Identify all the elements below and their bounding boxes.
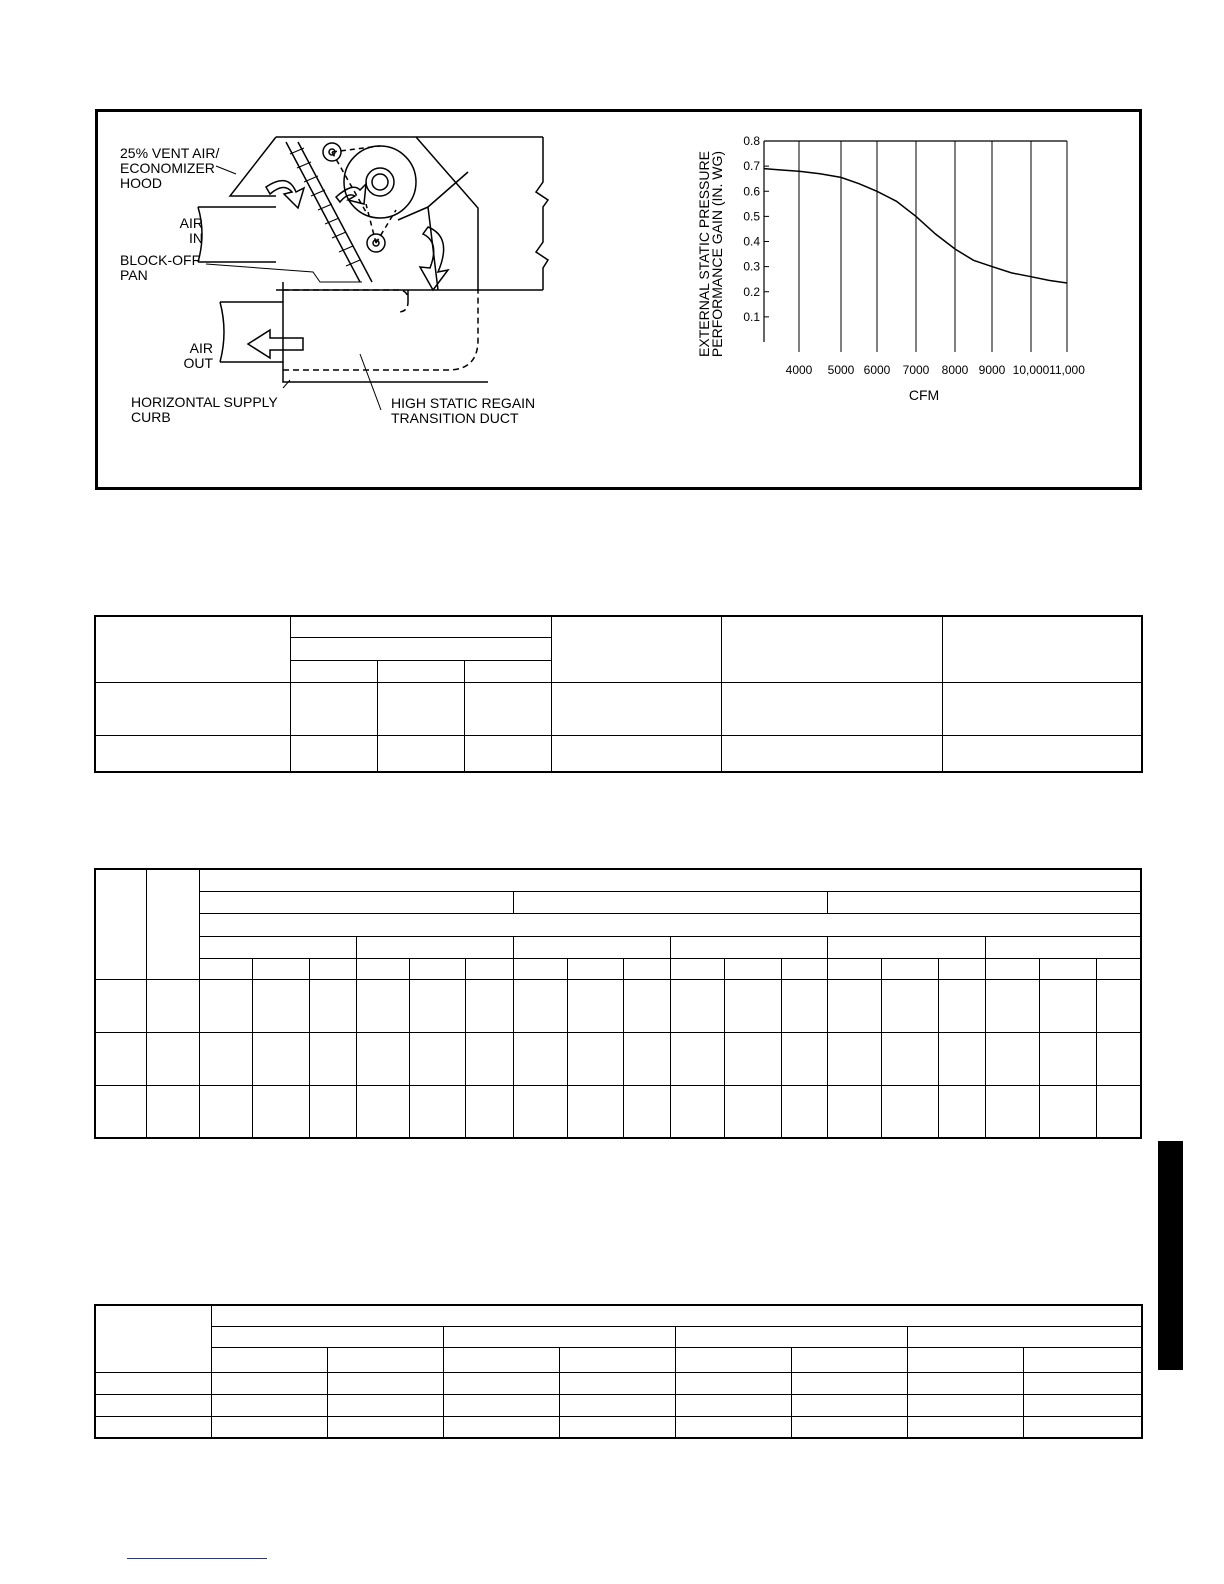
table-cell bbox=[559, 1347, 675, 1372]
air-out-arrow-icon bbox=[248, 330, 303, 358]
table-cell bbox=[724, 958, 781, 979]
table-cell bbox=[95, 979, 146, 1032]
hood-leader bbox=[216, 166, 236, 174]
curb-label-line2: CURB bbox=[131, 409, 171, 425]
table-cell bbox=[724, 1032, 781, 1085]
table-cell bbox=[199, 958, 252, 979]
air-out-duct bbox=[220, 302, 283, 362]
table-cell bbox=[551, 682, 721, 735]
chart-y-tick-label: 0.7 bbox=[743, 159, 760, 174]
chart-x-tick-label: 8000 bbox=[941, 363, 969, 377]
fan-hub bbox=[366, 168, 394, 196]
table-cell bbox=[675, 1394, 791, 1416]
chart-y-label-line1: EXTERNAL STATIC PRESSURE bbox=[696, 151, 712, 357]
table-cell bbox=[211, 1347, 327, 1372]
table-cell bbox=[146, 1085, 199, 1138]
table-cell bbox=[985, 1032, 1039, 1085]
table-cell bbox=[942, 616, 1142, 682]
chart-x-tick-label: 11,000 bbox=[1049, 363, 1085, 377]
table-cell bbox=[252, 958, 309, 979]
table-row bbox=[95, 682, 1142, 735]
hood-shape bbox=[230, 137, 276, 196]
table-cell bbox=[443, 1347, 559, 1372]
table-cell bbox=[513, 979, 567, 1032]
table-cell bbox=[356, 1085, 409, 1138]
table-cell bbox=[409, 979, 465, 1032]
table-cell bbox=[356, 936, 513, 958]
table-cell bbox=[721, 682, 942, 735]
block-off-label-line2: PAN bbox=[120, 267, 148, 283]
table-cell bbox=[356, 958, 409, 979]
table-cell bbox=[670, 936, 827, 958]
table-cell bbox=[513, 958, 567, 979]
table-row bbox=[95, 979, 1141, 1032]
air-in-label-line2: IN bbox=[189, 230, 203, 246]
table-cell bbox=[675, 1326, 907, 1347]
fan-housing bbox=[398, 172, 468, 290]
table-cell bbox=[551, 616, 721, 682]
table-cell bbox=[1039, 958, 1096, 979]
curb-outline bbox=[283, 282, 488, 382]
table-cell bbox=[211, 1326, 443, 1347]
figure-svg bbox=[98, 112, 1139, 487]
table-cell bbox=[724, 1085, 781, 1138]
table-cell bbox=[409, 1085, 465, 1138]
table-cell bbox=[199, 891, 513, 913]
table-cell bbox=[146, 869, 199, 979]
table-cell bbox=[199, 1032, 252, 1085]
table-cell bbox=[327, 1372, 443, 1394]
table-cell bbox=[881, 1085, 938, 1138]
table-cell bbox=[938, 1085, 985, 1138]
table-cell bbox=[211, 1305, 1142, 1326]
damper-blades bbox=[290, 148, 360, 266]
table-cell bbox=[675, 1347, 791, 1372]
table-cell bbox=[623, 1032, 670, 1085]
table-cell bbox=[356, 1032, 409, 1085]
table-cell bbox=[881, 1032, 938, 1085]
table-cell bbox=[942, 735, 1142, 772]
table-cell bbox=[721, 616, 942, 682]
table-row bbox=[95, 1416, 1142, 1438]
table-cell bbox=[199, 869, 1141, 891]
table-cell bbox=[670, 958, 724, 979]
table-cell bbox=[827, 891, 1141, 913]
air-out-label-line1: AIR bbox=[189, 340, 213, 356]
figure-panel bbox=[95, 109, 1142, 490]
table-cell bbox=[377, 735, 464, 772]
table-cell bbox=[356, 979, 409, 1032]
table-cell bbox=[464, 660, 551, 682]
chart-gridlines bbox=[799, 141, 1067, 352]
table-cell bbox=[465, 1085, 513, 1138]
table-cell bbox=[95, 1032, 146, 1085]
table-1 bbox=[94, 615, 1143, 773]
air-in-duct bbox=[198, 207, 276, 262]
chart-x-tick-label: 5000 bbox=[827, 363, 855, 377]
hood-label-line1: 25% VENT AIR/ bbox=[120, 145, 220, 161]
table-cell bbox=[791, 1347, 907, 1372]
table-cell bbox=[827, 958, 881, 979]
table-cell bbox=[791, 1416, 907, 1438]
table-cell bbox=[199, 979, 252, 1032]
chart-y-label bbox=[696, 151, 725, 357]
curb-label-line1: HORIZONTAL SUPPLY bbox=[131, 394, 278, 410]
table-cell bbox=[290, 637, 551, 660]
unit-outline bbox=[276, 137, 478, 290]
table-cell bbox=[95, 682, 290, 735]
chart-y-tick-label: 0.4 bbox=[743, 234, 760, 249]
table-cell bbox=[199, 913, 1141, 936]
table-cell bbox=[377, 682, 464, 735]
table-cell bbox=[623, 979, 670, 1032]
table-cell bbox=[95, 1085, 146, 1138]
chart-y-tick-label: 0.5 bbox=[743, 209, 760, 224]
table-cell bbox=[781, 1032, 827, 1085]
air-in-arrow-icon bbox=[266, 181, 304, 208]
table-cell bbox=[211, 1394, 327, 1416]
table-cell bbox=[513, 1085, 567, 1138]
table-cell bbox=[377, 660, 464, 682]
table-cell bbox=[985, 958, 1039, 979]
table-cell bbox=[1039, 979, 1096, 1032]
table-row bbox=[95, 1394, 1142, 1416]
table-cell bbox=[1023, 1347, 1142, 1372]
table-cell bbox=[252, 1032, 309, 1085]
table-cell bbox=[567, 958, 623, 979]
economizer-diagram bbox=[198, 137, 548, 410]
table-cell bbox=[1039, 1032, 1096, 1085]
table-cell bbox=[199, 936, 356, 958]
table-cell bbox=[827, 979, 881, 1032]
table-cell bbox=[513, 1032, 567, 1085]
table-cell bbox=[670, 1085, 724, 1138]
curb-leader bbox=[283, 380, 290, 388]
section-tab-marker bbox=[1158, 1141, 1183, 1370]
fan-wheel bbox=[344, 146, 416, 218]
table-cell bbox=[907, 1372, 1023, 1394]
table-cell bbox=[309, 1085, 356, 1138]
table-cell bbox=[327, 1416, 443, 1438]
table-cell bbox=[409, 958, 465, 979]
table-cell bbox=[443, 1326, 675, 1347]
table-cell bbox=[327, 1347, 443, 1372]
block-off-pan-leader bbox=[206, 264, 362, 282]
table-cell bbox=[309, 958, 356, 979]
chart-x-tick-label: 6000 bbox=[863, 363, 891, 377]
table-cell bbox=[827, 936, 985, 958]
table-cell bbox=[95, 616, 290, 682]
table-cell bbox=[290, 616, 551, 637]
table-cell bbox=[1096, 979, 1141, 1032]
transition-duct bbox=[283, 290, 478, 370]
table-3 bbox=[94, 1304, 1143, 1439]
table-cell bbox=[985, 936, 1141, 958]
table-cell bbox=[409, 1032, 465, 1085]
table-cell bbox=[199, 1085, 252, 1138]
table-cell bbox=[907, 1326, 1142, 1347]
chart-x-tick-label: 7000 bbox=[902, 363, 930, 377]
table-cell bbox=[95, 869, 146, 979]
table-cell bbox=[290, 682, 377, 735]
table-cell bbox=[290, 735, 377, 772]
chart-y-tick-label: 0.8 bbox=[743, 134, 760, 148]
table-cell bbox=[791, 1394, 907, 1416]
duct-label-line1: HIGH STATIC REGAIN bbox=[391, 395, 536, 411]
table-cell bbox=[781, 979, 827, 1032]
table-cell bbox=[211, 1416, 327, 1438]
hood-label-line3: HOOD bbox=[120, 175, 162, 191]
table-cell bbox=[881, 979, 938, 1032]
footer-rule bbox=[127, 1558, 267, 1559]
table-cell bbox=[146, 979, 199, 1032]
table-cell bbox=[559, 1394, 675, 1416]
table-row bbox=[95, 735, 1142, 772]
table-cell bbox=[464, 682, 551, 735]
table-cell bbox=[513, 936, 670, 958]
table-cell bbox=[781, 1085, 827, 1138]
table-cell bbox=[1096, 1085, 1141, 1138]
table-cell bbox=[623, 958, 670, 979]
table-row bbox=[95, 1032, 1141, 1085]
table-cell bbox=[252, 979, 309, 1032]
table-cell bbox=[309, 1032, 356, 1085]
table-cell bbox=[146, 1032, 199, 1085]
table-cell bbox=[985, 1085, 1039, 1138]
table-cell bbox=[465, 1032, 513, 1085]
table-cell bbox=[907, 1416, 1023, 1438]
table-cell bbox=[675, 1416, 791, 1438]
table-cell bbox=[721, 735, 942, 772]
table-cell bbox=[938, 1032, 985, 1085]
air-in-label-line1: AIR bbox=[179, 215, 203, 231]
table-cell bbox=[881, 958, 938, 979]
table-cell bbox=[907, 1347, 1023, 1372]
chart-x-tick-label: 9000 bbox=[978, 363, 1006, 377]
table-cell bbox=[670, 1032, 724, 1085]
table-row bbox=[95, 1085, 1141, 1138]
table-cell bbox=[1023, 1394, 1142, 1416]
performance-chart bbox=[696, 134, 1085, 403]
chart-y-tick-label: 0.1 bbox=[743, 309, 760, 324]
chart-y-ticks bbox=[743, 134, 769, 324]
table-cell bbox=[1096, 1032, 1141, 1085]
table-cell bbox=[1039, 1085, 1096, 1138]
table-cell bbox=[791, 1372, 907, 1394]
table-cell bbox=[95, 1372, 211, 1394]
table-cell bbox=[327, 1394, 443, 1416]
duct-label-line2: TRANSITION DUCT bbox=[391, 410, 519, 426]
hood-label-line2: ECONOMIZER bbox=[120, 160, 215, 176]
table-cell bbox=[907, 1394, 1023, 1416]
chart-x-label: CFM bbox=[908, 387, 940, 403]
air-out-label-line2: OUT bbox=[183, 355, 213, 371]
table-cell bbox=[827, 1032, 881, 1085]
table-cell bbox=[290, 660, 377, 682]
table-cell bbox=[465, 958, 513, 979]
table-cell bbox=[464, 735, 551, 772]
table-cell bbox=[1023, 1372, 1142, 1394]
table-cell bbox=[95, 1394, 211, 1416]
table-cell bbox=[443, 1416, 559, 1438]
chart-y-tick-label: 0.2 bbox=[743, 284, 760, 299]
block-off-label-line1: BLOCK-OFF bbox=[120, 252, 201, 268]
table-cell bbox=[567, 1085, 623, 1138]
table-cell bbox=[1096, 958, 1141, 979]
chart-y-tick-label: 0.6 bbox=[743, 184, 760, 199]
table-cell bbox=[567, 979, 623, 1032]
table-cell bbox=[670, 979, 724, 1032]
table-cell bbox=[95, 1416, 211, 1438]
table-cell bbox=[827, 1085, 881, 1138]
table-cell bbox=[559, 1372, 675, 1394]
table-cell bbox=[443, 1372, 559, 1394]
table-2 bbox=[94, 868, 1142, 1139]
chart-x-tick-label: 10,000 bbox=[1012, 363, 1050, 377]
table-cell bbox=[252, 1085, 309, 1138]
table-cell bbox=[211, 1372, 327, 1394]
table-cell bbox=[95, 735, 290, 772]
table-row bbox=[95, 1372, 1142, 1394]
chart-x-ticks bbox=[786, 363, 1086, 377]
table-cell bbox=[465, 979, 513, 1032]
return-arrow-icon bbox=[336, 184, 366, 204]
table-cell bbox=[938, 958, 985, 979]
chart-y-label-line2: PERFORMANCE GAIN (IN. WG) bbox=[709, 150, 725, 358]
diagram-labels bbox=[120, 145, 535, 426]
table-cell bbox=[559, 1416, 675, 1438]
table-cell bbox=[724, 979, 781, 1032]
table-cell bbox=[623, 1085, 670, 1138]
table-cell bbox=[942, 682, 1142, 735]
table-cell bbox=[938, 979, 985, 1032]
table-cell bbox=[985, 979, 1039, 1032]
table-cell bbox=[513, 891, 827, 913]
table-cell bbox=[309, 979, 356, 1032]
chart-x-tick-label: 4000 bbox=[785, 363, 813, 377]
table-cell bbox=[1023, 1416, 1142, 1438]
table-cell bbox=[781, 958, 827, 979]
table-cell bbox=[95, 1305, 211, 1372]
table-cell bbox=[443, 1394, 559, 1416]
chart-y-tick-label: 0.3 bbox=[743, 259, 760, 274]
table-cell bbox=[675, 1372, 791, 1394]
table-cell bbox=[567, 1032, 623, 1085]
table-cell bbox=[551, 735, 721, 772]
